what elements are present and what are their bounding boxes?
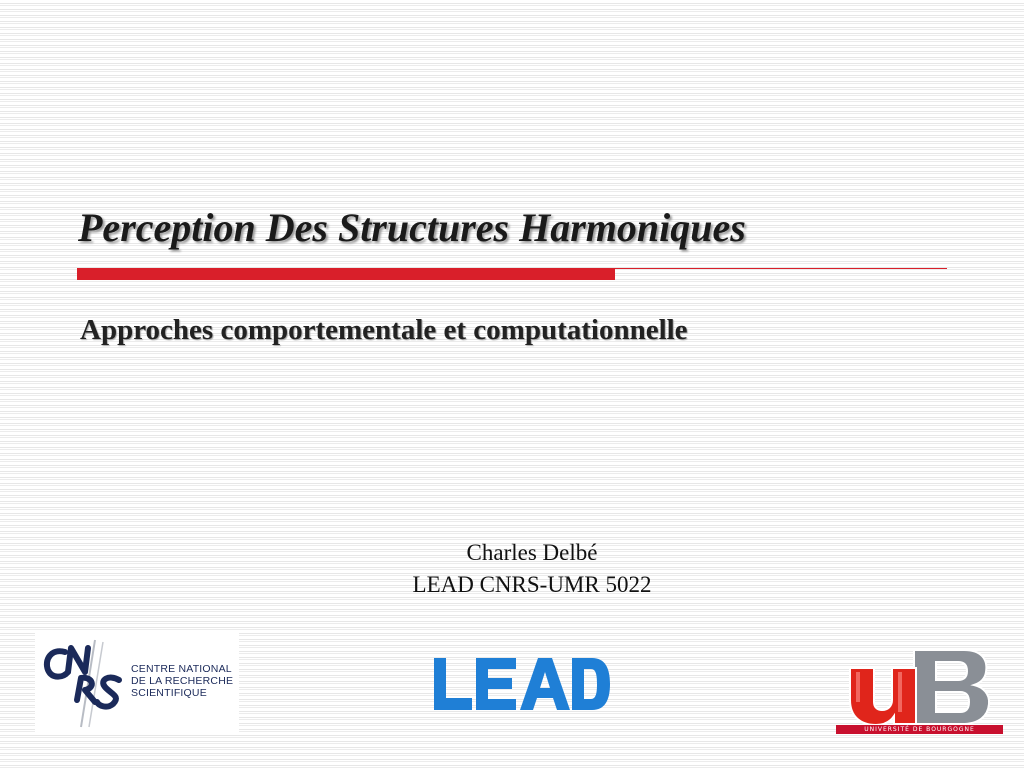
ub-mark-icon: [836, 646, 1006, 726]
cnrs-mark-icon: [35, 632, 131, 732]
cnrs-line: CENTRE NATIONAL: [131, 663, 232, 675]
ub-caption: UNIVERSITÉ DE BOURGOGNE: [836, 725, 1003, 734]
slide-subtitle: Approches comportementale et computationnelle: [80, 314, 688, 346]
lead-wordmark-icon: [432, 654, 612, 714]
cnrs-line: DE LA RECHERCHE: [131, 675, 234, 687]
cnrs-line: SCIENTIFIQUE: [131, 687, 207, 699]
title-underline-thick: [77, 268, 615, 280]
slide-title: Perception Des Structures Harmoniques: [78, 205, 746, 250]
author-affiliation: LEAD CNRS-UMR 5022: [412, 572, 652, 597]
cnrs-name-text: [131, 663, 233, 699]
lead-logo: [432, 654, 612, 714]
ub-logo: [836, 646, 1006, 736]
title-underline-thin: [615, 268, 947, 269]
author-name: Charles Delbé: [466, 540, 598, 565]
cnrs-logo: [35, 632, 239, 732]
